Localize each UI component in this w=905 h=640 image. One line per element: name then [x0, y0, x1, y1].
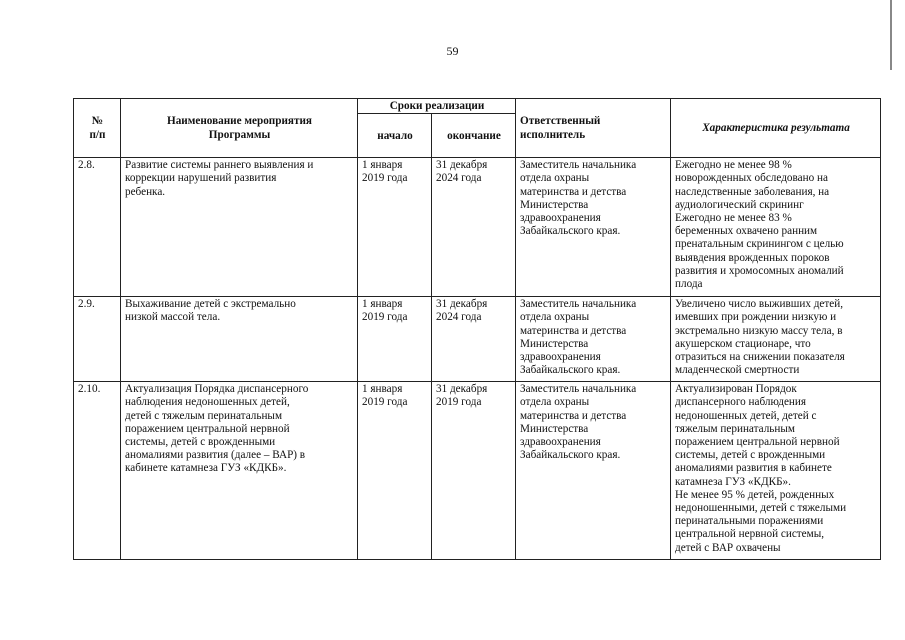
responsible-executor: Заместитель начальника отдела охраны материнства и детства Министерства здравоохранения Забайкальского края.: [516, 382, 671, 560]
end-date: 31 декабря 2024 года: [432, 297, 516, 382]
program-table: [73, 98, 880, 560]
table-row: [74, 382, 881, 560]
page-number: 59: [446, 44, 459, 58]
responsible-executor: Заместитель начальника отдела охраны материнства и детства Министерства здравоохранения Забайкальского края.: [516, 297, 671, 382]
table-row: [74, 158, 881, 297]
header-responsible: [516, 99, 671, 158]
start-date: 1 января 2019 года: [358, 382, 432, 560]
measure-name: Развитие системы раннего выявления и коррекции нарушений развития ребенка.: [121, 158, 358, 297]
header-responsible-text: Ответственный исполнитель: [520, 115, 601, 141]
header-num: [74, 99, 121, 158]
header-end: окончание: [432, 114, 516, 158]
measures-table: [73, 98, 881, 560]
result-description: Ежегодно не менее 98 % новорожденных обследовано на наследственные заболевания, на аудиологический скрининг Ежегодно не менее 83 % беременных охвачено ранним пренатальным скринингом с целью выявдения врожденных пороков развития и хромосомных аномалий плода: [671, 158, 881, 297]
start-date: 1 января 2019 года: [358, 158, 432, 297]
end-date: 31 декабря 2019 года: [432, 382, 516, 560]
header-terms: Сроки реализации: [358, 99, 516, 114]
row-number: 2.10.: [74, 382, 121, 560]
measure-name: Выхаживание детей с экстремально низкой массой тела.: [121, 297, 358, 382]
start-date: 1 января 2019 года: [358, 297, 432, 382]
header-start: начало: [358, 114, 432, 158]
header-result: Характеристика результата: [671, 99, 881, 158]
header-row-top: [74, 99, 881, 114]
header-name: [121, 99, 358, 158]
end-date: 31 декабря 2024 года: [432, 158, 516, 297]
header-num-text: № п/п: [89, 115, 106, 141]
page-edge-shadow: [890, 0, 892, 70]
header-name-text: Наименование мероприятия Программы: [167, 115, 312, 141]
table-row: [74, 297, 881, 382]
row-number: 2.9.: [74, 297, 121, 382]
measure-name: Актуализация Порядка диспансерного наблюдения недоношенных детей, детей с тяжелым перинатальным поражением центральной нервной системы, детей с врожденными аномалиями развития (далее – ВАР) в кабинете катамнеза ГУЗ «КДКБ».: [121, 382, 358, 560]
result-description: Увеличено число выживших детей, имевших при рождении низкую и экстремально низкую массу тела, в акушерском стационаре, что отразиться на снижении показателя младенческой смертности: [671, 297, 881, 382]
responsible-executor: Заместитель начальника отдела охраны материнства и детства Министерства здравоохранения Забайкальского края.: [516, 158, 671, 297]
row-number: 2.8.: [74, 158, 121, 297]
result-description: Актуализирован Порядок диспансерного наблюдения недоношенных детей, детей с тяжелым перинатальным поражением центральной нервной системы, детей с врожденными аномалиями развития в кабинете катамнеза ГУЗ «КДКБ». Не менее 95 % детей, рожденных недоношенными, детей с тяжелыми перинатальными поражениями центральной нервной системы, детей с ВАР охвачены: [671, 382, 881, 560]
